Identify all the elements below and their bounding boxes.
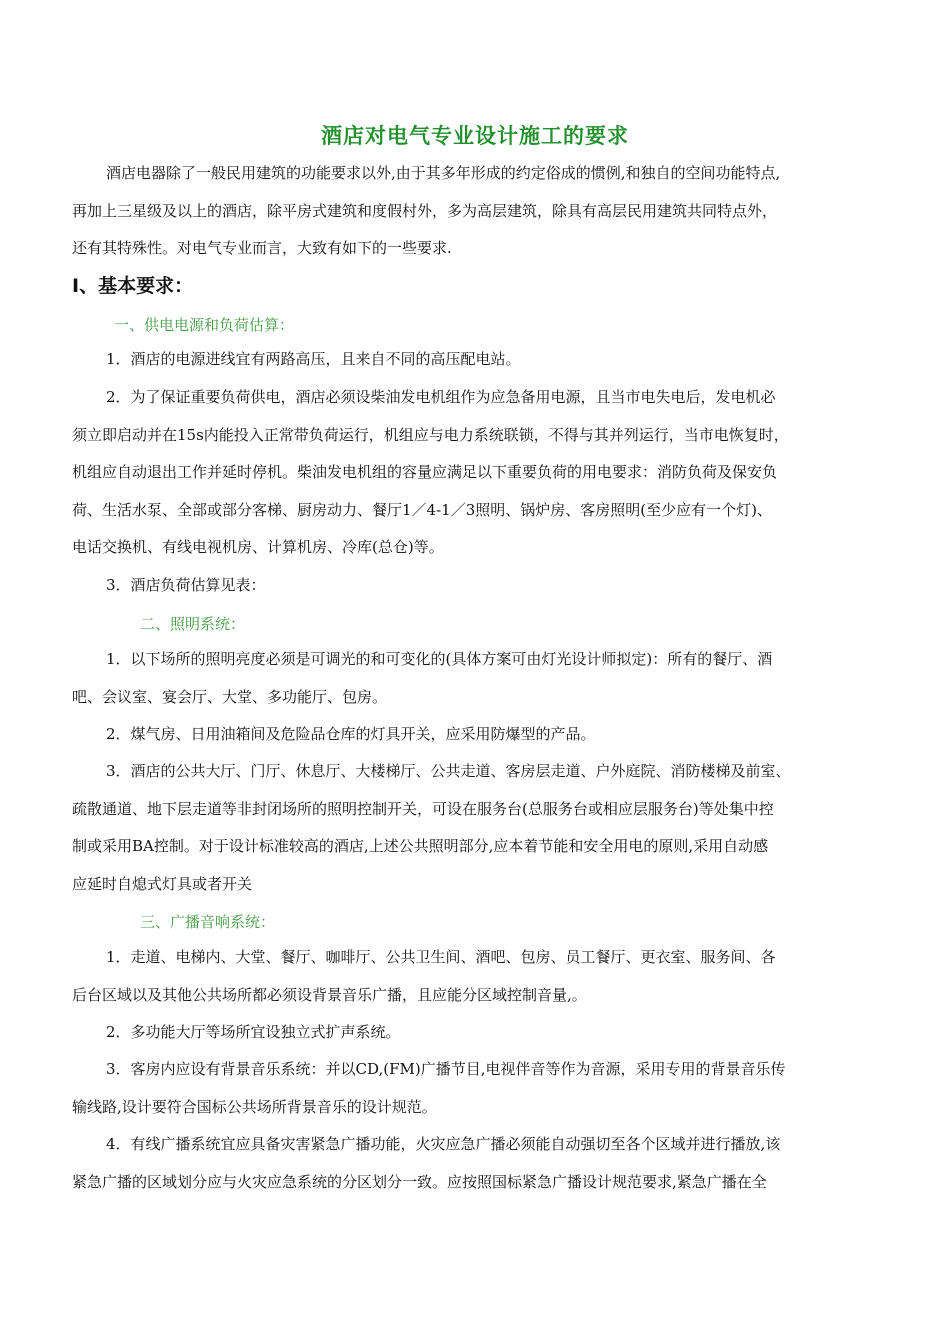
text-line: 酒店电器除了一般民用建筑的功能要求以外,由于其多年形成的约定俗成的惯例,和独自的空间功能特点, bbox=[106, 164, 781, 182]
text-line: 3．酒店的公共大厅、门厅、休息厅、大楼梯厅、公共走道、客房层走道、户外庭院、消防楼梯及前室、 bbox=[106, 762, 791, 780]
text-line: 2．煤气房、日用油箱间及危险品仓库的灯具开关，应采用防爆型的产品。 bbox=[106, 725, 596, 743]
paragraph bbox=[72, 716, 872, 754]
paragraph bbox=[72, 1014, 872, 1052]
paragraph bbox=[72, 567, 872, 605]
paragraph bbox=[72, 379, 872, 567]
text-line: 3．酒店负荷估算见表： bbox=[106, 576, 266, 594]
paragraph bbox=[72, 1051, 872, 1126]
text-line: 输线路,设计要符合国标公共场所背景音乐的设计规范。 bbox=[72, 1097, 437, 1116]
text-line: 1．以下场所的照明亮度必须是可调光的和可变化的(具体方案可由灯光设计师拟定)：所有的餐厅、酒 bbox=[106, 650, 773, 668]
text-line: 制或采用BA控制。对于设计标准较高的酒店,上述公共照明部分,应本着节能和安全用电的原则,采用自动感 bbox=[72, 837, 769, 855]
text-line: 须立即启动并在15s内能投入正常带负荷运行，机组应与电力系统联锁，不得与其并列运行，当市电恢复时， bbox=[72, 425, 789, 444]
subsection-heading: 三、广播音响系统： bbox=[140, 913, 276, 931]
text-line: 机组应自动退出工作并延时停机。柴油发电机组的容量应满足以下重要负荷的用电要求：消防负荷及保安负 bbox=[72, 463, 778, 481]
paragraph bbox=[72, 641, 872, 716]
subsection-heading: 一、供电电源和负荷估算： bbox=[114, 316, 295, 334]
text-line: 3．客房内应设有背景音乐系统：并以CD,(FM)广播节目,电视伴音等作为音源，采用专用的背景音乐传 bbox=[106, 1060, 786, 1078]
text-line: 还有其特殊性。对电气专业而言，大致有如下的一些要求. bbox=[72, 239, 452, 257]
text-line: 1．走道、电梯内、大堂、餐厅、咖啡厅、公共卫生间、酒吧、包房、员工餐厅、更衣室、服务间、各 bbox=[106, 948, 776, 966]
intro-paragraph bbox=[72, 155, 872, 268]
paragraph bbox=[72, 939, 872, 1014]
text-line: 后台区域以及其他公共场所都必须设背景音乐广播，且应能分区域控制音量,。 bbox=[72, 985, 587, 1004]
text-line: 应延时自熄式灯具或者开关 bbox=[72, 874, 253, 893]
text-line: 4．有线广播系统宜应具备灾害紧急广播功能，火灾应急广播必须能自动强切至各个区域并进行播放,该 bbox=[106, 1135, 781, 1153]
text-line: 吧、会议室、宴会厅、大堂、多功能厅、包房。 bbox=[72, 687, 388, 706]
text-line: 紧急广播的区域划分应与火灾应急系统的分区划分一致。应按照国标紧急广播设计规范要求,紧急广播在全 bbox=[72, 1172, 767, 1191]
text-line: 再加上三星级及以上的酒店，除平房式建筑和度假村外，多为高层建筑，除具有高层民用建筑共同特点外， bbox=[72, 201, 778, 220]
text-line: 荷、生活水泵、全部或部分客梯、厨房动力、餐厅1／4-1／3照明、锅炉房、客房照明(至少应有一个灯)、 bbox=[72, 500, 772, 519]
text-line: 2．为了保证重要负荷供电，酒店必须设柴油发电机组作为应急备用电源，且当市电失电后，发电机必 bbox=[106, 388, 776, 406]
document-title: 酒店对电气专业设计施工的要求 bbox=[321, 124, 629, 148]
text-line: 1．酒店的电源进线宜有两路高压，且来自不同的高压配电站。 bbox=[106, 350, 521, 368]
paragraph bbox=[72, 753, 872, 903]
paragraph bbox=[72, 341, 872, 379]
section-heading: I、基本要求： bbox=[72, 275, 194, 297]
text-line: 疏散通道、地下层走道等非封闭场所的照明控制开关，可设在服务台(总服务台或相应层服务台)等处集中控 bbox=[72, 799, 774, 818]
text-line: 电话交换机、有线电视机房、计算机房、冷库(总仓)等。 bbox=[72, 538, 444, 556]
paragraph bbox=[72, 1126, 872, 1201]
text-line: 2．多功能大厅等场所宜设独立式扩声系统。 bbox=[106, 1023, 401, 1041]
subsection-heading: 二、照明系统： bbox=[140, 615, 246, 633]
